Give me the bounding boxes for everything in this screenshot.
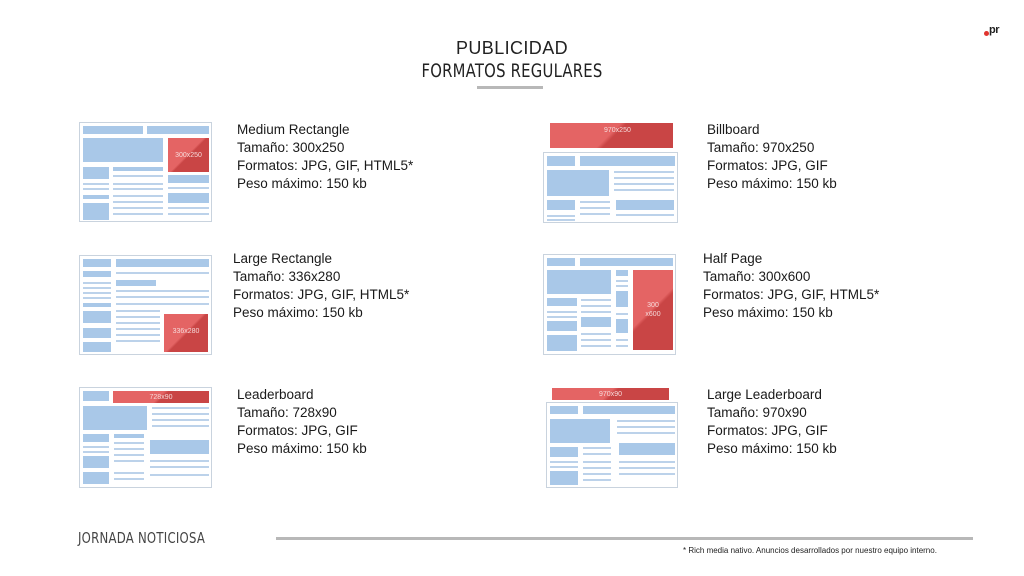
format-name: Large Leaderboard xyxy=(707,387,822,402)
format-info-large-rectangle xyxy=(233,250,409,322)
ad-slot-728x90: 728x90 xyxy=(113,391,209,403)
format-weight: Peso máximo: 150 kb xyxy=(237,441,367,456)
format-types: Formatos: JPG, GIF, HTML5* xyxy=(703,287,880,302)
billboard-mockup xyxy=(543,123,678,223)
ad-label-line-1: 300 xyxy=(647,302,659,309)
format-size: Tamaño: 970x90 xyxy=(707,405,807,420)
format-name: Billboard xyxy=(707,122,760,137)
format-info-medium-rectangle xyxy=(237,121,413,193)
format-size: Tamaño: 300x250 xyxy=(237,140,345,155)
footer-brand: JORNADA NOTICIOSA xyxy=(78,529,206,547)
brand-logo xyxy=(983,22,1005,38)
ad-label-line-2: x600 xyxy=(645,311,661,318)
format-name: Medium Rectangle xyxy=(237,122,350,137)
page-subtitle: FORMATOS REGULARES xyxy=(421,60,603,82)
format-size: Tamaño: 970x250 xyxy=(707,140,815,155)
format-types: Formatos: JPG, GIF, HTML5* xyxy=(233,287,410,302)
format-name: Leaderboard xyxy=(237,387,314,402)
format-size: Tamaño: 728x90 xyxy=(237,405,337,420)
logo-text: pr xyxy=(989,24,999,36)
format-weight: Peso máximo: 150 kb xyxy=(237,176,367,191)
format-size: Tamaño: 300x600 xyxy=(703,269,811,284)
format-weight: Peso máximo: 150 kb xyxy=(703,305,833,320)
format-weight: Peso máximo: 150 kb xyxy=(707,176,837,191)
ad-slot-300x250: 300x250 xyxy=(168,138,209,172)
format-size: Tamaño: 336x280 xyxy=(233,269,341,284)
format-name: Large Rectangle xyxy=(233,251,333,266)
leaderboard-mockup xyxy=(79,387,212,488)
format-weight: Peso máximo: 150 kb xyxy=(233,305,363,320)
ad-slot-970x90: 970x90 xyxy=(552,388,669,400)
format-types: Formatos: JPG, GIF xyxy=(707,423,828,438)
large-rectangle-mockup xyxy=(79,255,212,355)
format-info-leaderboard xyxy=(237,386,367,458)
ad-slot-336x280: 336x280 xyxy=(164,314,208,352)
format-info-large-leaderboard xyxy=(707,386,837,458)
format-types: Formatos: JPG, GIF xyxy=(237,423,358,438)
half-page-mockup xyxy=(543,254,676,355)
ad-slot-970x250: 970x250 xyxy=(550,123,673,148)
title-divider xyxy=(477,86,543,89)
medium-rectangle-mockup xyxy=(79,122,212,222)
large-leaderboard-mockup xyxy=(546,388,678,488)
ad-slot-300x600 xyxy=(633,270,673,350)
format-types: Formatos: JPG, GIF xyxy=(707,158,828,173)
page-title: PUBLICIDAD xyxy=(455,38,569,58)
format-info-half-page xyxy=(703,250,879,322)
footer-divider xyxy=(276,537,973,540)
format-info-billboard xyxy=(707,121,837,193)
format-name: Half Page xyxy=(703,251,763,266)
footnote: * Rich media nativo. Anuncios desarrollados por nuestro equipo interno. xyxy=(683,546,937,555)
format-weight: Peso máximo: 150 kb xyxy=(707,441,837,456)
format-types: Formatos: JPG, GIF, HTML5* xyxy=(237,158,414,173)
